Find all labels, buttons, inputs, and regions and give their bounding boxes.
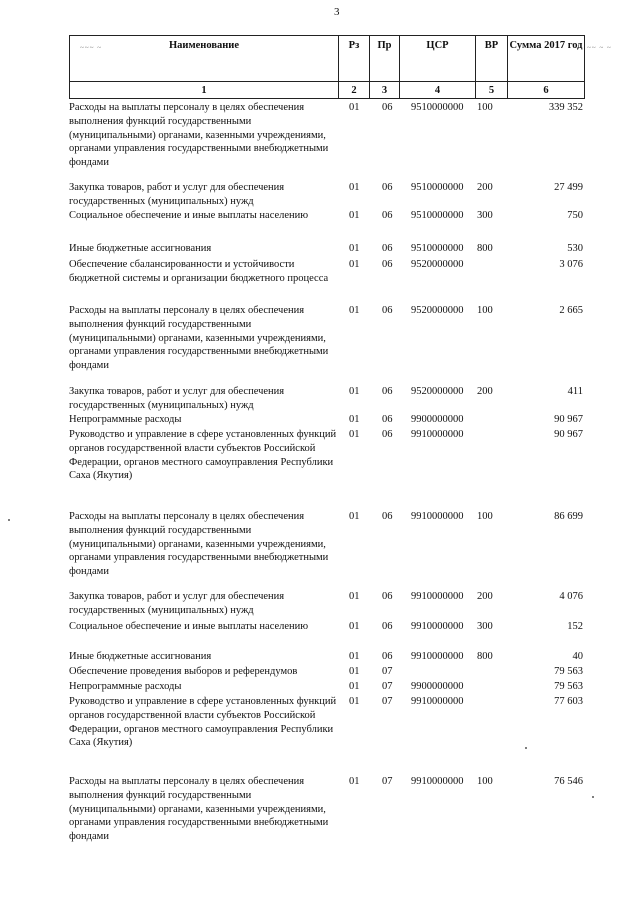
row-sum: 27 499 — [554, 182, 583, 193]
row-rz: 01 — [349, 696, 360, 707]
row-csr: 9910000000 — [411, 651, 464, 662]
row-sum: 79 563 — [554, 681, 583, 692]
table-row — [69, 665, 589, 680]
margin-scribble: ~~~ ~ — [80, 44, 102, 52]
row-rz: 01 — [349, 776, 360, 787]
row-name: Социальное обеспечение и иные выплаты населению — [69, 210, 309, 221]
row-vr: 300 — [477, 621, 493, 632]
margin-scribble: ~~ ~ ~ — [587, 44, 612, 52]
table-row — [69, 101, 589, 181]
row-csr: 9910000000 — [411, 696, 464, 707]
row-pr: 06 — [382, 182, 393, 193]
row-csr: 9510000000 — [411, 102, 464, 113]
row-vr: 200 — [477, 182, 493, 193]
row-sum: 152 — [567, 621, 583, 632]
row-rz: 01 — [349, 259, 360, 270]
table-row — [69, 181, 589, 209]
row-vr: 100 — [477, 511, 493, 522]
table-body — [69, 101, 589, 855]
row-pr: 06 — [382, 621, 393, 632]
row-rz: 01 — [349, 210, 360, 221]
row-sum: 77 603 — [554, 696, 583, 707]
table-row — [69, 590, 589, 620]
row-name: Расходы на выплаты персоналу в целях обеспечения выполнения функций государственными (муниципальными) органами, казенными учреждениями, органами управления государственными внебюджетными фондами — [69, 305, 329, 372]
column-number: 3 — [370, 82, 400, 99]
column-header-name: Наименование — [70, 36, 339, 82]
column-number: 6 — [508, 82, 585, 99]
row-csr: 9510000000 — [411, 182, 464, 193]
row-pr: 06 — [382, 210, 393, 221]
row-sum: 4 076 — [559, 591, 583, 602]
row-name: Закупка товаров, работ и услуг для обеспечения государственных (муниципальных) нужд — [69, 386, 285, 411]
row-csr: 9910000000 — [411, 511, 464, 522]
row-vr: 100 — [477, 776, 493, 787]
row-sum: 90 967 — [554, 429, 583, 440]
row-csr: 9510000000 — [411, 210, 464, 221]
row-name: Расходы на выплаты персоналу в целях обеспечения выполнения функций государственными (муниципальными) органами, казенными учреждениями, органами управления государственными внебюджетными фондами — [69, 511, 329, 578]
row-sum: 2 665 — [559, 305, 583, 316]
row-sum: 76 546 — [554, 776, 583, 787]
row-pr: 06 — [382, 102, 393, 113]
row-vr: 100 — [477, 305, 493, 316]
row-sum: 530 — [567, 243, 583, 254]
row-pr: 07 — [382, 681, 393, 692]
row-csr: 9910000000 — [411, 776, 464, 787]
row-pr: 06 — [382, 429, 393, 440]
table-row — [69, 680, 589, 695]
row-pr: 07 — [382, 666, 393, 677]
row-vr: 300 — [477, 210, 493, 221]
row-csr: 9520000000 — [411, 259, 464, 270]
row-name: Иные бюджетные ассигнования — [69, 651, 212, 662]
row-rz: 01 — [349, 591, 360, 602]
row-sum: 86 699 — [554, 511, 583, 522]
row-sum: 750 — [567, 210, 583, 221]
row-name: Иные бюджетные ассигнования — [69, 243, 212, 254]
row-rz: 01 — [349, 621, 360, 632]
row-rz: 01 — [349, 651, 360, 662]
column-number: 1 — [70, 82, 339, 99]
row-rz: 01 — [349, 414, 360, 425]
table-row — [69, 258, 589, 304]
row-rz: 01 — [349, 386, 360, 397]
scan-speck — [525, 747, 527, 749]
row-csr: 9900000000 — [411, 414, 464, 425]
row-pr: 06 — [382, 511, 393, 522]
table-header — [69, 35, 585, 99]
row-rz: 01 — [349, 666, 360, 677]
row-rz: 01 — [349, 681, 360, 692]
column-header-csr: ЦСР — [400, 36, 476, 82]
table-row — [69, 620, 589, 650]
row-vr: 800 — [477, 243, 493, 254]
column-number: 5 — [476, 82, 508, 99]
column-header-rz: Рз — [339, 36, 370, 82]
scan-speck — [592, 796, 594, 798]
row-pr: 06 — [382, 305, 393, 316]
row-name: Руководство и управление в сфере установленных функций органов государственной власти субъектов Российской Федерации, органов местного самоуправления Республики Саха (Якутия) — [69, 696, 337, 749]
row-rz: 01 — [349, 182, 360, 193]
row-name: Закупка товаров, работ и услуг для обеспечения государственных (муниципальных) нужд — [69, 182, 285, 207]
table-row — [69, 385, 589, 413]
row-sum: 3 076 — [559, 259, 583, 270]
row-pr: 06 — [382, 414, 393, 425]
row-pr: 06 — [382, 651, 393, 662]
table-row — [69, 428, 589, 510]
row-csr: 9510000000 — [411, 243, 464, 254]
row-vr: 200 — [477, 591, 493, 602]
row-pr: 06 — [382, 591, 393, 602]
row-name: Расходы на выплаты персоналу в целях обеспечения выполнения функций государственными (муниципальными) органами, казенными учреждениями, органами управления государственными внебюджетными фондами — [69, 102, 329, 169]
row-sum: 40 — [572, 651, 583, 662]
row-csr: 9520000000 — [411, 305, 464, 316]
row-pr: 06 — [382, 386, 393, 397]
row-csr: 9520000000 — [411, 386, 464, 397]
row-vr: 200 — [477, 386, 493, 397]
table-row — [69, 304, 589, 385]
row-name: Расходы на выплаты персоналу в целях обеспечения выполнения функций государственными (муниципальными) органами, казенными учреждениями, органами управления государственными внебюджетными фондами — [69, 776, 329, 843]
row-rz: 01 — [349, 429, 360, 440]
row-csr: 9910000000 — [411, 429, 464, 440]
row-rz: 01 — [349, 511, 360, 522]
table-row — [69, 650, 589, 665]
column-header-pr: Пр — [370, 36, 400, 82]
row-pr: 06 — [382, 259, 393, 270]
table-row — [69, 695, 589, 775]
table-row — [69, 209, 589, 242]
row-name: Закупка товаров, работ и услуг для обеспечения государственных (муниципальных) нужд — [69, 591, 285, 616]
row-name: Обеспечение проведения выборов и референдумов — [69, 666, 298, 677]
table-row — [69, 242, 589, 258]
row-name: Непрограммные расходы — [69, 414, 182, 425]
table-row — [69, 510, 589, 590]
column-header-vr: ВР — [476, 36, 508, 82]
row-vr: 100 — [477, 102, 493, 113]
row-csr: 9910000000 — [411, 591, 464, 602]
row-sum: 411 — [567, 386, 583, 397]
table-row — [69, 413, 589, 428]
row-name: Обеспечение сбалансированности и устойчивости бюджетной системы и организации бюджетного процесса — [69, 259, 329, 284]
row-sum: 90 967 — [554, 414, 583, 425]
row-rz: 01 — [349, 102, 360, 113]
row-pr: 07 — [382, 696, 393, 707]
scan-speck — [8, 519, 10, 521]
column-header-sum: Сумма 2017 год — [508, 36, 585, 82]
table-row — [69, 775, 589, 855]
column-number: 2 — [339, 82, 370, 99]
row-pr: 07 — [382, 776, 393, 787]
row-pr: 06 — [382, 243, 393, 254]
page-number: 3 — [334, 6, 340, 18]
row-name: Непрограммные расходы — [69, 681, 182, 692]
row-sum: 339 352 — [548, 102, 583, 113]
row-rz: 01 — [349, 243, 360, 254]
row-rz: 01 — [349, 305, 360, 316]
row-sum: 79 563 — [554, 666, 583, 677]
row-csr: 9910000000 — [411, 621, 464, 632]
row-name: Социальное обеспечение и иные выплаты населению — [69, 621, 309, 632]
row-csr: 9900000000 — [411, 681, 464, 692]
column-number: 4 — [400, 82, 476, 99]
row-vr: 800 — [477, 651, 493, 662]
row-name: Руководство и управление в сфере установленных функций органов государственной власти субъектов Российской Федерации, органов местного самоуправления Республики Саха (Якутия) — [69, 429, 337, 482]
